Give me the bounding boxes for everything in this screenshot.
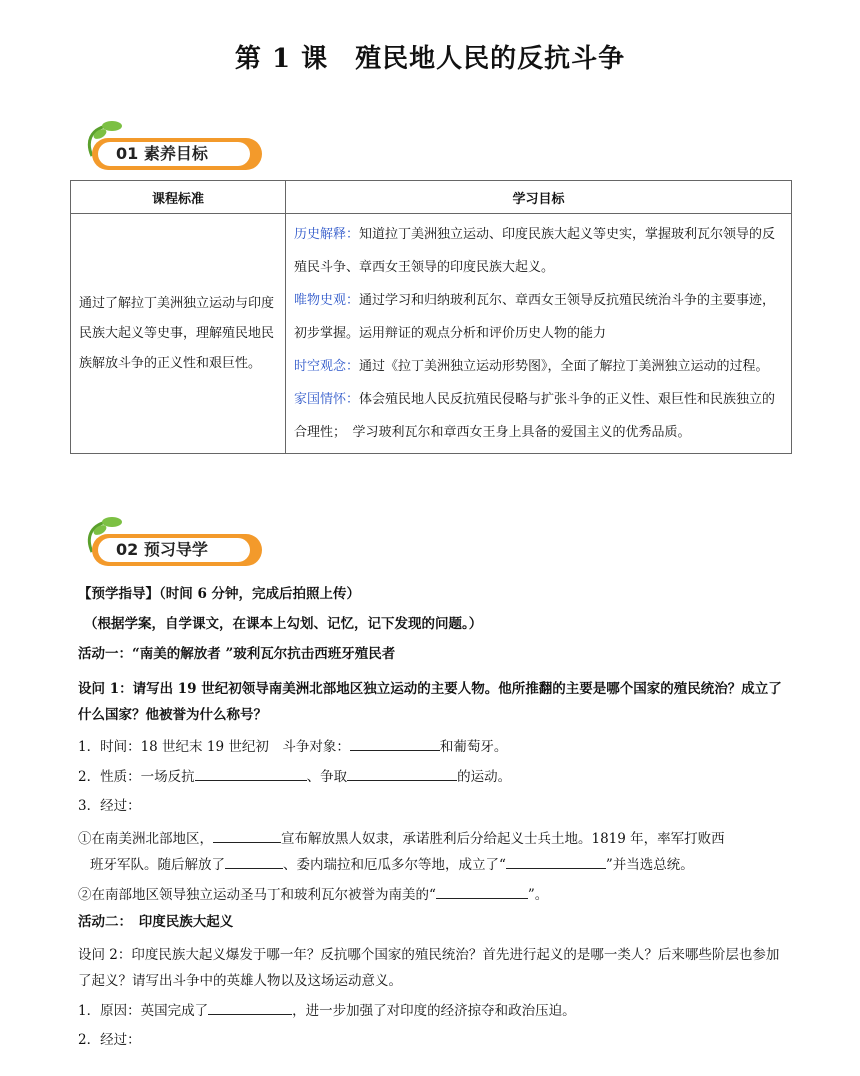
guide-heading: 【预学指导】（时间 6 分钟，完成后拍照上传） xyxy=(78,586,361,602)
section-badge-preview xyxy=(78,522,268,568)
col-header-standard: 课程标准 xyxy=(71,181,286,214)
objectives-table xyxy=(70,180,792,454)
process-item: 2．经过： xyxy=(78,1032,141,1048)
section-label: 02 预习导学 xyxy=(98,538,250,562)
goal-item: 时空观念：通过《拉丁美洲独立运动形势图》，全面了解拉丁美洲独立运动的过程。 xyxy=(294,359,769,374)
answer-blank[interactable] xyxy=(225,854,283,869)
answer-blank[interactable] xyxy=(436,884,528,899)
answer-blank[interactable] xyxy=(213,828,281,843)
goal-item: 家国情怀：体会殖民地人民反抗殖民侵略与扩张斗争的正义性、艰巨性和民族独立的合理性； 学习玻利瓦尔和章西女王身上具备的爱国主义的优秀品质。 xyxy=(294,392,776,440)
answer-blank[interactable] xyxy=(195,766,307,781)
curriculum-standard: 通过了解拉丁美洲独立运动与印度民族大起义等史事，理解殖民地民族解放斗争的正义性和艰巨性。 xyxy=(71,214,286,454)
section-badge-objectives xyxy=(78,126,268,172)
answer-blank[interactable] xyxy=(208,1000,292,1015)
learning-goals xyxy=(286,214,792,454)
answer-blank[interactable] xyxy=(506,854,606,869)
reason-item: 1．原因：英国完成了 ，进一步加强了对印度的经济掠夺和政治压迫。 xyxy=(78,1000,790,1021)
answer-blank[interactable] xyxy=(347,766,457,781)
goal-item: 唯物史观：通过学习和归纳玻利瓦尔、章西女王领导反抗殖民统治斗争的主要事迹，初步掌握。运用辩证的观点分析和评价历史人物的能力 xyxy=(294,293,776,341)
col-header-goals: 学习目标 xyxy=(286,181,792,214)
answer-blank[interactable] xyxy=(350,736,440,751)
question-2: 设问 2：印度民族大起义爆发于哪一年？反抗哪个国家的殖民统治？首先进行起义的是哪一类人？后来哪些阶层也参加了起义？请写出斗争中的英雄人物以及这场运动意义。 xyxy=(78,947,780,989)
item-2: 2．性质：一场反抗 、争取 的运动。 xyxy=(78,766,790,787)
activity-1-title: 活动一：“南美的解放者 ”玻利瓦尔抗击西班牙殖民者 xyxy=(78,646,396,662)
page-title: 第 1 课 殖民地人民的反抗斗争 xyxy=(234,44,626,74)
question-1: 设问 1：请写出 19 世纪初领导南美洲北部地区独立运动的主要人物。他所推翻的主要是哪个国家的殖民统治？成立了什么国家？他被誉为什么称号？ xyxy=(78,681,782,723)
guide-note: （根据学案，自学课文，在课本上勾划、记忆，记下发现的问题。） xyxy=(84,616,483,632)
goal-item: 历史解释：知道拉丁美洲独立运动、印度民族大起义等史实，掌握玻利瓦尔领导的反殖民斗争、章西女王领导的印度民族大起义。 xyxy=(294,227,776,275)
process-2: ②在南部地区领导独立运动圣马丁和玻利瓦尔被誉为南美的“ ”。 xyxy=(78,884,790,905)
section-label: 01 素养目标 xyxy=(98,142,250,166)
process-1: ①在南美洲北部地区， 宣布解放黑人奴隶，承诺胜利后分给起义士兵土地。1819 年，率军打败西 班牙军队。随后解放了 、委内瑞拉和厄瓜多尔等地，成立了“ ”并当选总统。 xyxy=(78,826,790,878)
item-3: 3．经过： xyxy=(78,798,141,814)
activity-2-title: 活动二： 印度民族大起义 xyxy=(78,914,234,930)
item-1: 1．时间：18 世纪末 19 世纪初 斗争对象： 和葡萄牙。 xyxy=(78,736,790,757)
